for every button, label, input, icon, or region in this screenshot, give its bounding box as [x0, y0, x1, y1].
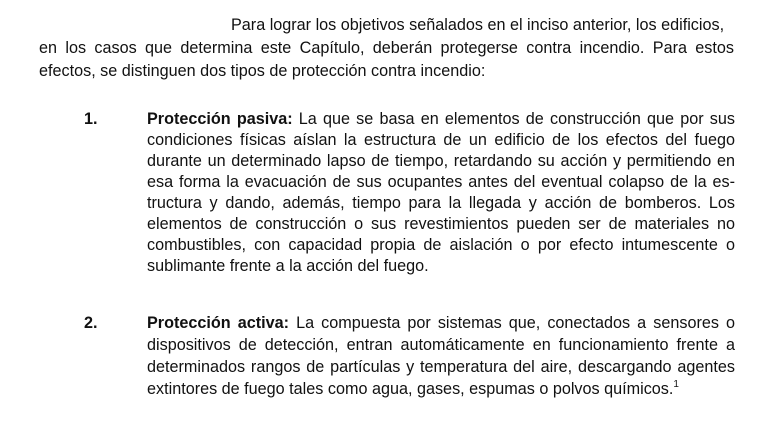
- item-2-first-line: [147, 314, 735, 333]
- list-number-2: 2.: [84, 314, 98, 332]
- footnote-reference: 1: [673, 379, 679, 390]
- item-1-line-8: sublimante frente a la acción del fuego.: [147, 257, 429, 275]
- intro-line-3: efectos, se distinguen dos tipos de protección contra incendio:: [39, 62, 486, 80]
- list-number-1: 1.: [84, 110, 98, 128]
- item-1-first-line: [147, 110, 735, 129]
- intro-line-1: Para lograr los objetivos señalados en el inciso anterior, los edificios,: [231, 16, 725, 34]
- intro-line-2: en los casos que determina este Capítulo, deberán protegerse contra incendio. Para estos: [39, 39, 734, 57]
- item-1-first-line-text: La que se basa en elementos de construcción que por sus: [292, 110, 735, 128]
- item-2-line-4-text: extintores de fuego tales como agua, gases, espumas o polvos químicos.: [147, 380, 674, 398]
- item-1-term: Protección pasiva:: [147, 110, 293, 128]
- item-1-line-2: condiciones físicas aíslan la estructura de un edificio de los efectos del fuego: [147, 131, 735, 149]
- item-2-line-4: [147, 380, 679, 399]
- item-1-line-4: esa forma la evacuación de sus ocupantes antes del eventual colapso de la es-: [147, 173, 735, 191]
- item-2-term: Protección activa:: [147, 314, 290, 332]
- item-1-line-5: tructura y dando, además, tiempo para la llegada y acción de bomberos. Los: [147, 194, 735, 212]
- item-2-first-line-text: La compuesta por sistemas que, conectados a sensores o: [289, 314, 735, 332]
- item-1-line-6: elementos de construcción o sus revestimientos pueden ser de materiales no: [147, 215, 735, 233]
- item-2-line-2: dispositivos de detección, entran automáticamente en funcionamiento frente a: [147, 336, 735, 354]
- item-1-line-7: combustibles, con capacidad propia de aislación o por efecto intumescente o: [147, 236, 735, 254]
- item-1-line-3: durante un determinado lapso de tiempo, retardando su acción y permitiendo en: [147, 152, 735, 170]
- item-2-line-3: determinados rangos de partículas y temperatura del aire, descargando agentes: [147, 358, 735, 376]
